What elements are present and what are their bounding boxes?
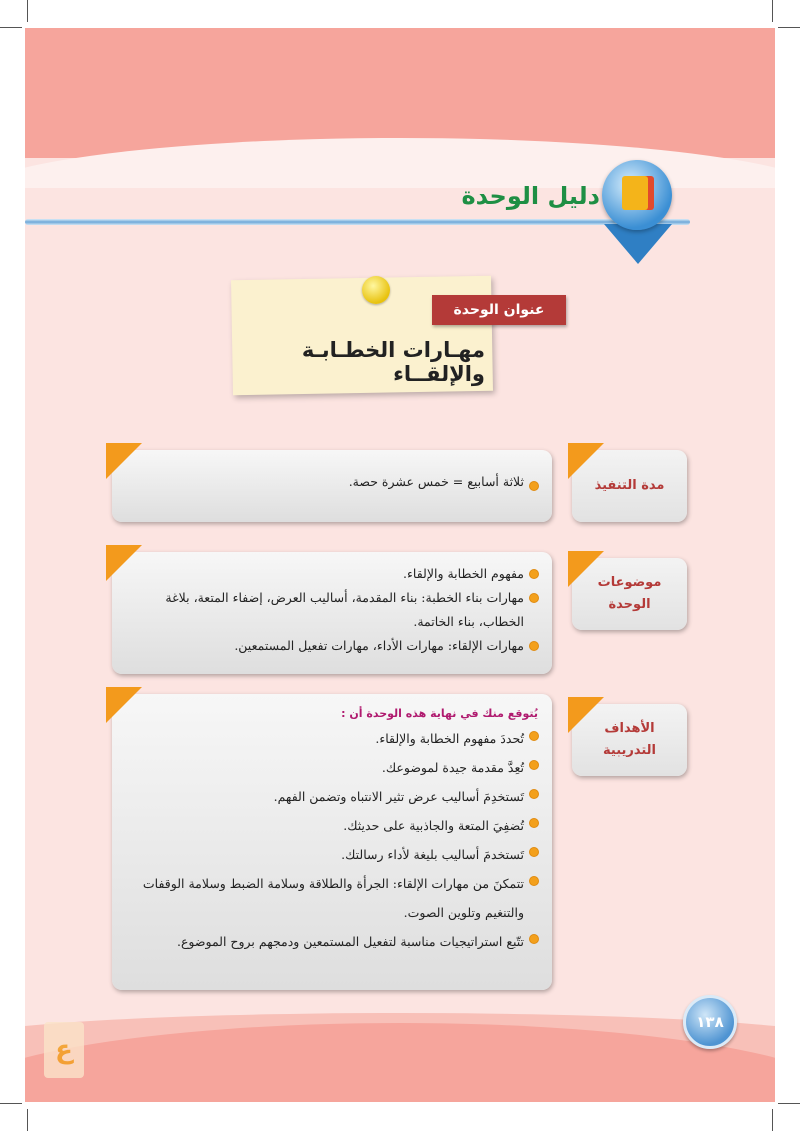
objectives-list: [112, 724, 552, 956]
publisher-logo-icon: ع: [44, 1022, 84, 1078]
unit-title: مهـارات الخطـابـة والإلقــاء: [301, 338, 485, 386]
corner-ribbon-icon: [568, 697, 604, 733]
unit-label: عنوان الوحدة: [432, 295, 566, 325]
duration-box: [112, 450, 552, 522]
crop-mark: [27, 1109, 28, 1131]
objectives-label-line2: التدريبية: [603, 743, 657, 758]
topics-list: [112, 552, 552, 658]
crop-mark: [772, 0, 773, 22]
book-icon: [622, 176, 648, 210]
crop-mark: [772, 1109, 773, 1131]
list-item: تُعِدَّ مقدمة جيدة لموضوعك.: [126, 753, 538, 782]
page-number: ١٣٨: [683, 995, 737, 1049]
list-item: تُضفِيَ المتعة والجاذبية على حديثك.: [126, 811, 538, 840]
topics-label-line1: موضوعات: [597, 575, 662, 590]
objectives-intro: يُتوقع منك في نهاية هذه الوحدة أن :: [341, 707, 538, 720]
page-title: دليل الوحدة: [461, 182, 600, 210]
duration-label-text: مدة التنفيذ: [594, 478, 665, 493]
topics-label-line2: الوحدة: [608, 597, 651, 612]
crop-mark: [0, 1103, 22, 1104]
corner-ribbon-icon: [568, 551, 604, 587]
crop-mark: [778, 27, 800, 28]
list-item: تتّبع استراتيجيات مناسبة لتفعيل المستمعين ودمجهم بروح الموضوع.: [126, 927, 538, 956]
objectives-label-line1: الأهداف: [604, 721, 655, 736]
corner-ribbon-icon: [106, 687, 142, 723]
list-item: مفهوم الخطابة والإلقاء.: [126, 562, 538, 586]
duration-list: [112, 450, 552, 489]
list-item: مهارات بناء الخطبة: بناء المقدمة، أساليب العرض، إضفاء المتعة، بلاغة الخطاب، بناء الخاتمة.: [126, 586, 538, 634]
header-rule: [25, 219, 690, 225]
corner-ribbon-icon: [106, 443, 142, 479]
corner-ribbon-icon: [106, 545, 142, 581]
book-badge-icon: [602, 160, 672, 230]
crop-mark: [27, 0, 28, 22]
list-item: تَستخدِمَ أساليب عرض تثير الانتباه وتضمن الفهم.: [126, 782, 538, 811]
list-item: تَستخدمَ أساليب بليغة لأداء رسالتك.: [126, 840, 538, 869]
crop-mark: [778, 1103, 800, 1104]
objectives-box: [112, 694, 552, 990]
pushpin-icon: [362, 276, 390, 304]
corner-ribbon-icon: [568, 443, 604, 479]
badge-pointer: [604, 224, 672, 264]
list-item: تتمكنَ من مهارات الإلقاء: الجرأة والطلاقة وسلامة الضبط وسلامة الوقفات والتنغيم وتلوين الصوت.: [126, 869, 538, 927]
list-item: مهارات الإلقاء: مهارات الأداء، مهارات تفعيل المستمعين.: [126, 634, 538, 658]
list-item: تُحددَ مفهوم الخطابة والإلقاء.: [126, 724, 538, 753]
crop-mark: [0, 27, 22, 28]
topics-box: [112, 552, 552, 674]
list-item: ثلاثة أسابيع = خمس عشرة حصة.: [126, 474, 538, 489]
